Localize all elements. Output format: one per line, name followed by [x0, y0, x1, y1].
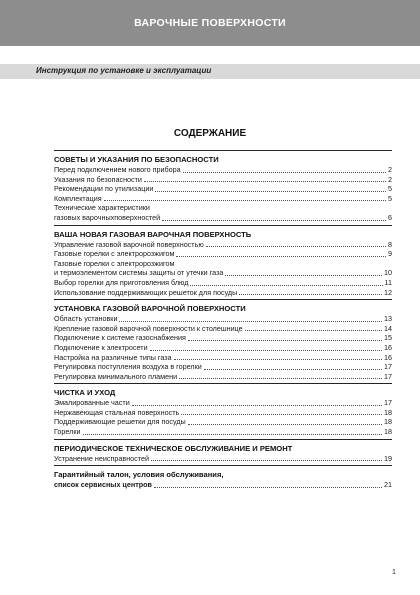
- toc-entry[interactable]: [54, 454, 392, 464]
- toc-entry[interactable]: [54, 372, 392, 382]
- toc-entry-page: 14: [384, 323, 392, 333]
- toc-entry-page: 16: [384, 352, 392, 362]
- toc-entry-label-line2: газовых варочныхповерхностей: [54, 212, 161, 222]
- section-title: ВАША НОВАЯ ГАЗОВАЯ ВАРОЧНАЯ ПОВЕРХНОСТЬ: [54, 225, 392, 240]
- section-title: СОВЕТЫ И УКАЗАНИЯ ПО БЕЗОПАСНОСТИ: [54, 150, 392, 165]
- toc-entry-label: Нержавеющая стальная поверхность: [54, 407, 180, 417]
- toc-entry-label: Выбор горелки для приготовления блюд: [54, 277, 189, 287]
- toc-entry[interactable]: [54, 343, 392, 353]
- dot-leader: [176, 256, 386, 257]
- dot-leader: [181, 414, 382, 415]
- toc-entry-label: [54, 259, 223, 278]
- toc-entry-page: 18: [384, 427, 392, 437]
- toc-entry-label: Область установки: [54, 314, 118, 324]
- toc-entry-label: Перед подключением нового прибора: [54, 165, 181, 174]
- toc-entry-page: 8: [388, 239, 392, 249]
- toc-entry-page: 18: [384, 407, 392, 417]
- toc-entry-label: Использование поддерживающих решеток для посуды: [54, 287, 238, 297]
- toc-entry-page: 19: [384, 453, 392, 463]
- toc-entry-label: Настройка на различные типы газа: [54, 352, 172, 362]
- toc-entry[interactable]: [54, 324, 392, 334]
- section-title: Гарантийный талон, условия обслуживания,: [54, 465, 392, 480]
- dot-leader: [119, 321, 382, 322]
- dot-leader: [162, 220, 386, 221]
- toc-entry-label: Крепление газовой варочной поверхности к столешнице: [54, 323, 243, 333]
- toc-section-new-hob: [54, 225, 392, 298]
- dot-leader: [204, 369, 382, 370]
- section-title: ПЕРИОДИЧЕСКОЕ ТЕХНИЧЕСКОЕ ОБСЛУЖИВАНИЕ И РЕМОНТ: [54, 439, 392, 454]
- toc-entry-label: Комплектация: [54, 193, 102, 203]
- toc-entry[interactable]: [54, 288, 392, 298]
- toc-section-maintenance: [54, 439, 392, 464]
- toc-entry-page: 11: [384, 277, 392, 287]
- toc-entry-page: 21: [384, 480, 392, 490]
- toc-entry-label: Подключение к системе газоснабжения: [54, 333, 186, 343]
- toc-entry-label: Эмалированные части: [54, 398, 130, 408]
- toc-entry-label: Устранение неисправностей: [54, 453, 149, 463]
- toc-entry-label: Регулировка поступления воздуха в горелки: [54, 362, 202, 372]
- toc-entry-label-line1: Газовые горелки с электророзжигом: [54, 258, 175, 268]
- top-banner: [0, 0, 420, 46]
- toc-entry-page: 15: [384, 333, 392, 343]
- toc-entry[interactable]: [54, 259, 392, 278]
- dot-leader: [104, 200, 386, 201]
- toc-entry[interactable]: [54, 408, 392, 418]
- toc-entry-page: 6: [388, 212, 392, 222]
- toc-entry-label: [54, 203, 160, 222]
- section-title: ЧИСТКА И УХОД: [54, 383, 392, 398]
- toc-entry[interactable]: [54, 249, 392, 259]
- toc-section-cleaning: [54, 383, 392, 436]
- toc-entry-page: 10: [384, 268, 392, 278]
- toc-section-warranty: [54, 465, 392, 490]
- toc-entry[interactable]: [54, 165, 392, 175]
- subtitle-text: Инструкция по установке и эксплуатации: [36, 66, 212, 75]
- dot-leader: [183, 172, 386, 173]
- toc-entry-label: Поддерживающие решетки для посуды: [54, 417, 186, 427]
- toc-entry[interactable]: [54, 240, 392, 250]
- toc-entry-page: 16: [384, 342, 392, 352]
- dot-leader: [225, 275, 382, 276]
- subtitle-bar: [0, 64, 420, 79]
- dot-leader: [245, 330, 382, 331]
- toc-entry-label: Управление газовой варочной поверхностью: [54, 239, 204, 249]
- toc-entry-label: Подключение к электросети: [54, 342, 148, 352]
- toc-heading: СОДЕРЖАНИЕ: [173, 128, 247, 139]
- toc-entry-label: Газовые горелки с электророзжигом: [54, 249, 175, 259]
- toc-entry[interactable]: [54, 175, 392, 185]
- toc-entry[interactable]: [54, 314, 392, 324]
- table-of-contents: [54, 150, 392, 490]
- dot-leader: [190, 285, 382, 286]
- dot-leader: [174, 359, 382, 360]
- toc-entry-label: Рекомендации по утилизации: [54, 184, 154, 194]
- dot-leader: [179, 378, 382, 379]
- dot-leader: [188, 424, 382, 425]
- toc-entry[interactable]: [54, 398, 392, 408]
- toc-entry[interactable]: [54, 278, 392, 288]
- dot-leader: [188, 340, 382, 341]
- dot-leader: [154, 487, 382, 488]
- toc-entry[interactable]: [54, 203, 392, 222]
- dot-leader: [150, 350, 382, 351]
- toc-entry[interactable]: [54, 333, 392, 343]
- toc-entry[interactable]: [54, 194, 392, 204]
- toc-section-safety: [54, 150, 392, 223]
- dot-leader: [132, 405, 382, 406]
- toc-entry-page: 12: [384, 287, 392, 297]
- toc-section-installation: [54, 299, 392, 381]
- dot-leader: [155, 191, 386, 192]
- toc-entry-page: 9: [388, 249, 392, 259]
- dot-leader: [83, 434, 382, 435]
- toc-entry[interactable]: [54, 480, 392, 490]
- toc-entry-label: Регулировка минимального пламени: [54, 371, 178, 381]
- toc-entry-page: 5: [388, 193, 392, 203]
- toc-entry[interactable]: [54, 184, 392, 194]
- toc-entry-label-line1: Технические характеристики: [54, 203, 150, 213]
- toc-entry-label-line2: и термоэлементом системы защиты от утечки газа: [54, 268, 224, 278]
- toc-entry-label: Указания по безопасности: [54, 174, 142, 184]
- toc-entry-page: 2: [388, 174, 392, 184]
- document-title: ВАРОЧНЫЕ ПОВЕРХНОСТИ: [134, 17, 286, 29]
- toc-entry-page: 5: [388, 184, 392, 194]
- section-title: УСТАНОВКА ГАЗОВОЙ ВАРОЧНОЙ ПОВЕРХНОСТИ: [54, 299, 392, 314]
- dot-leader: [151, 460, 382, 461]
- toc-entry[interactable]: [54, 417, 392, 427]
- dot-leader: [206, 246, 386, 247]
- toc-entry-page: 17: [384, 398, 392, 408]
- toc-entry[interactable]: [54, 362, 392, 372]
- toc-entry-page: 17: [384, 362, 392, 372]
- toc-entry[interactable]: [54, 353, 392, 363]
- toc-entry-page: 17: [384, 371, 392, 381]
- toc-entry-label: список сервисных центров: [54, 480, 152, 490]
- page-number: 1: [391, 567, 396, 576]
- toc-entry-page: 13: [384, 314, 392, 324]
- toc-entry-label: Горелки: [54, 427, 81, 437]
- toc-entry-page: 2: [388, 165, 392, 174]
- toc-entry-page: 18: [384, 417, 392, 427]
- dot-leader: [239, 294, 382, 295]
- toc-entry[interactable]: [54, 427, 392, 437]
- dot-leader: [144, 181, 386, 182]
